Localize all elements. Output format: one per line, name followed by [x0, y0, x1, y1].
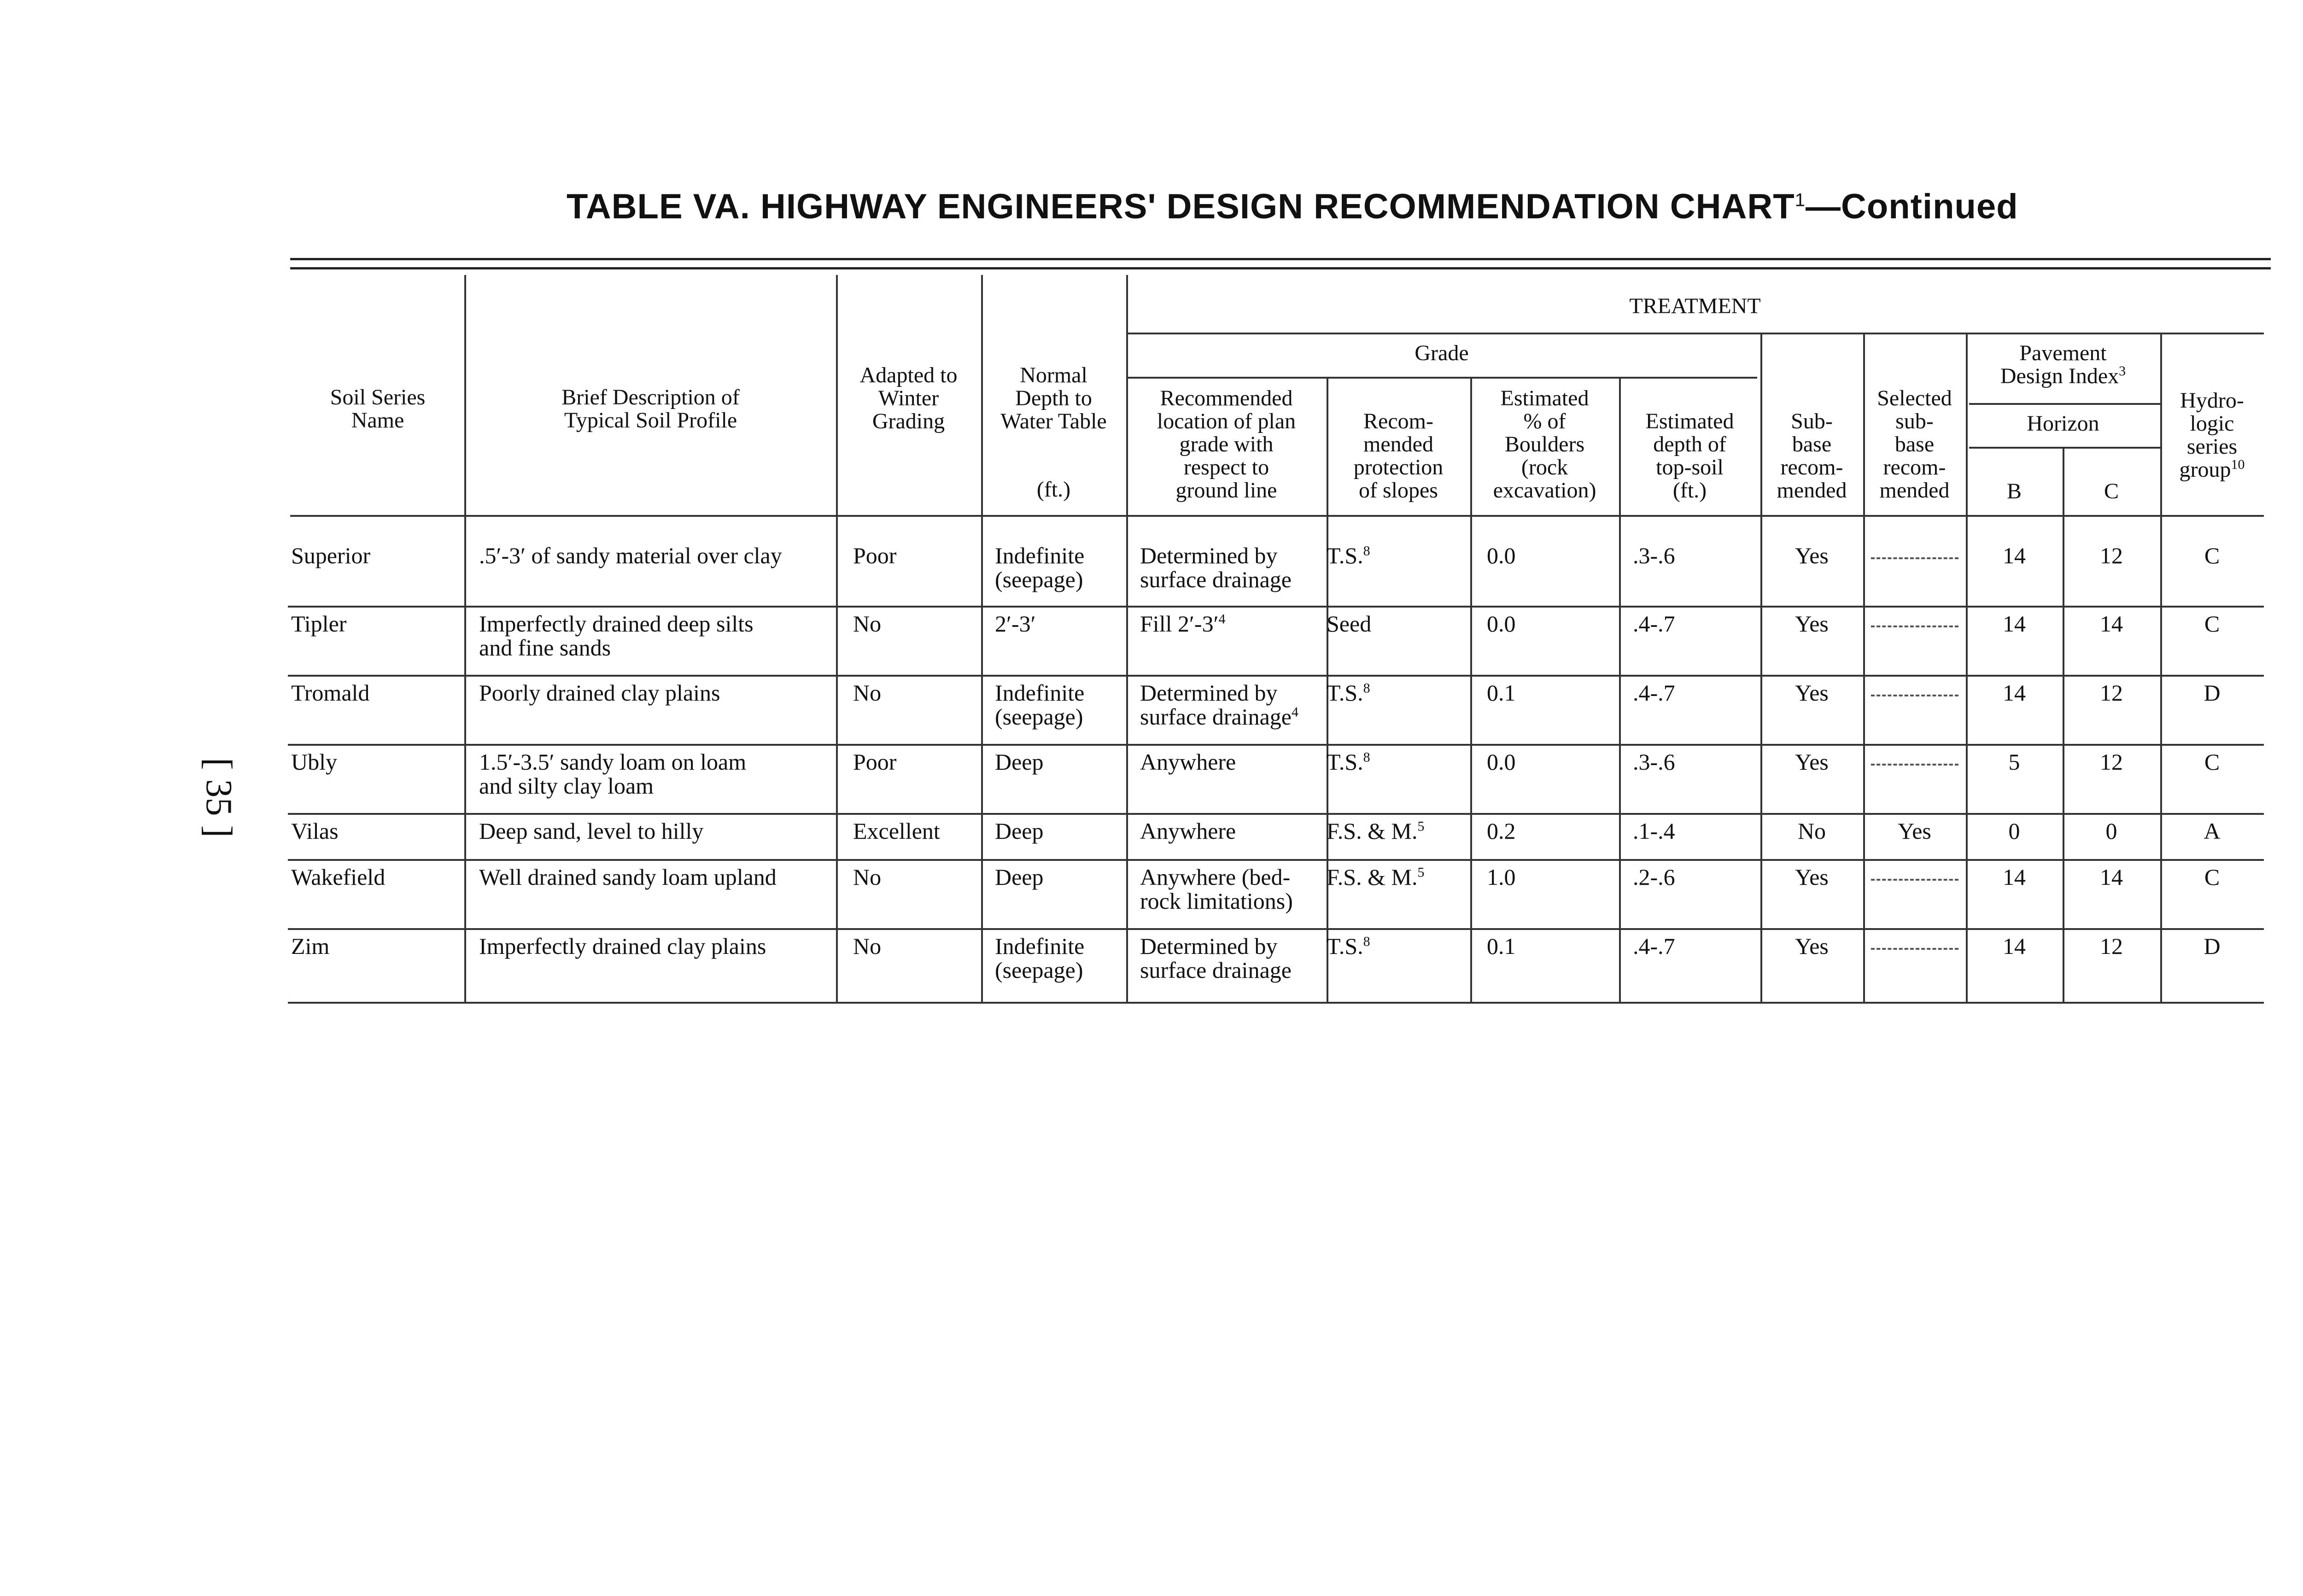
cell-text: .4-.7: [1633, 611, 1675, 637]
cell-c: [2063, 819, 2160, 843]
cell-c: [2063, 681, 2160, 705]
footnote-mark: 8: [1363, 749, 1370, 765]
pavement-rule: [1969, 403, 2160, 405]
cell-text: Anywhere: [1140, 818, 1236, 844]
cell-text: .3-.6: [1633, 543, 1675, 568]
row-separator: [288, 606, 2264, 608]
header-water-table-unit: (ft.): [1036, 477, 1071, 502]
cell-text: Yes: [1795, 611, 1829, 637]
cell-text: A: [2204, 818, 2221, 844]
cell-selected: [1863, 681, 1966, 705]
cell-text: 14: [2003, 680, 2026, 706]
cell-selected: [1863, 865, 1966, 889]
col-divider-4: [1126, 275, 1128, 1004]
empty-dash: [1871, 626, 1958, 627]
cell-text: 14: [2100, 864, 2123, 890]
cell-text: 0.2: [1487, 818, 1516, 844]
row-separator: [288, 675, 2264, 677]
cell-text: Yes: [1795, 749, 1829, 775]
cell-text: No: [853, 933, 882, 959]
cell-text: C: [2204, 543, 2220, 568]
cell-text: C: [2204, 864, 2220, 890]
cell-name: [291, 750, 462, 774]
header-horizon: Horizon: [2027, 411, 2099, 436]
cell-c: [2063, 544, 2160, 567]
cell-water: [995, 865, 1124, 889]
col-divider-1: [464, 275, 466, 1004]
cell-name: [291, 612, 462, 636]
cell-location: [1140, 544, 1324, 591]
header-selected-subbase: Selected sub- base recom- mended: [1877, 386, 1952, 503]
cell-text: 0: [2105, 818, 2117, 844]
cell-text: Determined by surface drainage: [1140, 680, 1292, 730]
cell-text: No: [853, 680, 882, 706]
row-separator: [288, 928, 2264, 930]
cell-text: Vilas: [291, 818, 339, 844]
cell-text: 14: [2100, 611, 2123, 637]
cell-text: 12: [2100, 543, 2123, 568]
cell-water: [995, 681, 1124, 729]
cell-text: Tromald: [291, 680, 370, 706]
empty-dash: [1871, 695, 1958, 696]
cell-text: Determined by surface drainage: [1140, 543, 1292, 592]
cell-text: 12: [2100, 933, 2123, 959]
cell-topsoil: [1633, 750, 1757, 774]
cell-desc: [479, 544, 834, 567]
cell-c: [2063, 934, 2160, 958]
cell-hydro: [2160, 819, 2264, 843]
cell-b: [1966, 865, 2063, 889]
col-divider-11: [2063, 447, 2064, 1004]
header-soil-series: Soil Series Name: [330, 385, 426, 433]
cell-text: 0: [2008, 818, 2020, 844]
cell-text: Anywhere: [1140, 749, 1236, 775]
cell-topsoil: [1633, 934, 1757, 958]
cell-text: 1.5′-3.5′ sandy loam on loam and silty clay loam: [479, 749, 747, 799]
cell-b: [1966, 819, 2063, 843]
cell-desc: [479, 819, 834, 843]
cell-selected: [1863, 612, 1966, 636]
cell-text: 14: [2003, 611, 2026, 637]
cell-boulders: [1487, 750, 1616, 774]
cell-text: Indefinite (seepage): [995, 933, 1085, 983]
cell-text: 0.0: [1487, 543, 1516, 568]
cell-topsoil: [1633, 819, 1757, 843]
cell-location: [1140, 934, 1324, 982]
cell-water: [995, 544, 1124, 591]
cell-text: T.S.: [1327, 543, 1363, 568]
cell-topsoil: [1633, 612, 1757, 636]
cell-location: [1140, 681, 1324, 729]
cell-text: Deep sand, level to hilly: [479, 818, 704, 844]
cell-text: 12: [2100, 680, 2123, 706]
cell-text: No: [1797, 818, 1826, 844]
cell-location: [1140, 750, 1324, 774]
cell-text: C: [2204, 749, 2220, 775]
cell-text: 5: [2008, 749, 2020, 775]
cell-desc: [479, 934, 834, 958]
cell-subbase: [1760, 934, 1863, 958]
empty-dash: [1871, 764, 1958, 766]
cell-text: D: [2204, 933, 2221, 959]
cell-text: .3-.6: [1633, 749, 1675, 775]
hydro-footnote: 10: [2231, 457, 2245, 472]
cell-text: .4-.7: [1633, 680, 1675, 706]
top-rule-2: [290, 267, 2271, 269]
cell-text: Wakefield: [291, 864, 386, 890]
cell-text: Anywhere (bed- rock limitations): [1140, 864, 1293, 914]
cell-text: Yes: [1795, 543, 1829, 568]
cell-protection: [1327, 544, 1474, 567]
cell-text: D: [2204, 680, 2221, 706]
cell-c: [2063, 612, 2160, 636]
cell-location: [1140, 865, 1324, 913]
cell-text: Poor: [853, 543, 897, 568]
cell-protection: [1327, 681, 1474, 705]
footnote-mark: 8: [1363, 680, 1370, 696]
cell-topsoil: [1633, 865, 1757, 889]
cell-text: Indefinite (seepage): [995, 543, 1085, 592]
header-horizon-c: C: [2104, 479, 2119, 503]
cell-location: [1140, 819, 1324, 843]
cell-text: Yes: [1795, 680, 1829, 706]
cell-text: T.S.: [1327, 680, 1363, 706]
cell-text: Superior: [291, 543, 371, 568]
cell-text: .1-.4: [1633, 818, 1675, 844]
header-plan-grade-location: Recommended location of plan grade with respect to ground line: [1157, 386, 1296, 503]
header-horizon-b: B: [2006, 479, 2022, 503]
top-rule: [290, 258, 2271, 260]
cell-text: F.S. & M.: [1327, 818, 1418, 844]
header-slope-protection: Recom- mended protection of slopes: [1353, 409, 1444, 503]
cell-water: [995, 934, 1124, 982]
cell-subbase: [1760, 544, 1863, 567]
cell-protection: [1327, 819, 1474, 843]
cell-text: Yes: [1795, 933, 1829, 959]
cell-name: [291, 681, 462, 705]
cell-winter: [853, 544, 977, 567]
row-separator: [288, 813, 2264, 815]
cell-text: Deep: [995, 864, 1044, 890]
empty-dash: [1871, 879, 1958, 881]
cell-protection: [1327, 612, 1474, 636]
cell-water: [995, 612, 1124, 636]
cell-name: [291, 819, 462, 843]
header-topsoil-depth: Estimated depth of top-soil (ft.): [1645, 409, 1734, 503]
cell-selected: [1863, 819, 1966, 843]
cell-text: 2′-3′: [995, 611, 1036, 637]
cell-name: [291, 544, 462, 567]
cell-name: [291, 865, 462, 889]
cell-text: Ubly: [291, 749, 337, 775]
title-footnote: 1: [1794, 190, 1806, 210]
cell-topsoil: [1633, 681, 1757, 705]
cell-text: Imperfectly drained deep silts and fine sands: [479, 611, 754, 661]
footnote-mark: 8: [1363, 543, 1370, 559]
page-number: [ 35 ]: [199, 758, 239, 838]
horizon-rule: [1969, 447, 2160, 449]
cell-subbase: [1760, 681, 1863, 705]
footnote-mark: 4: [1291, 704, 1298, 720]
cell-desc: [479, 681, 834, 705]
cell-text: .5′-3′ of sandy material over clay: [479, 543, 782, 568]
cell-protection: [1327, 750, 1474, 774]
cell-text: Yes: [1898, 818, 1931, 844]
cell-hydro: [2160, 750, 2264, 774]
cell-text: .4-.7: [1633, 933, 1675, 959]
cell-text: 1.0: [1487, 864, 1516, 890]
cell-text: Excellent: [853, 818, 940, 844]
cell-text: 0.1: [1487, 680, 1516, 706]
cell-protection: [1327, 865, 1474, 889]
cell-text: Seed: [1327, 611, 1372, 637]
cell-winter: [853, 819, 977, 843]
cell-protection: [1327, 934, 1474, 958]
header-grade: Grade: [1415, 341, 1469, 365]
cell-text: Tipler: [291, 611, 347, 637]
cell-water: [995, 750, 1124, 774]
cell-text: Determined by surface drainage: [1140, 933, 1292, 983]
cell-text: Poorly drained clay plains: [479, 680, 720, 706]
footnote-mark: 5: [1417, 818, 1425, 834]
cell-hydro: [2160, 544, 2264, 567]
footnote-mark: 4: [1218, 611, 1226, 627]
cell-subbase: [1760, 865, 1863, 889]
cell-desc: [479, 750, 834, 798]
pavement-footnote: 3: [2119, 363, 2126, 379]
cell-text: Poor: [853, 749, 897, 775]
cell-selected: [1863, 934, 1966, 958]
cell-boulders: [1487, 934, 1616, 958]
cell-winter: [853, 612, 977, 636]
cell-boulders: [1487, 544, 1616, 567]
cell-subbase: [1760, 819, 1863, 843]
cell-name: [291, 934, 462, 958]
cell-selected: [1863, 544, 1966, 567]
header-bottom-rule: [290, 515, 2264, 517]
cell-c: [2063, 865, 2160, 889]
cell-text: Fill 2′-3′: [1140, 611, 1219, 637]
cell-hydro: [2160, 612, 2264, 636]
cell-text: Well drained sandy loam upland: [479, 864, 777, 890]
cell-desc: [479, 865, 834, 889]
header-winter-grading: Adapted to Winter Grading: [859, 363, 958, 433]
cell-winter: [853, 934, 977, 958]
cell-text: 14: [2003, 543, 2026, 568]
header-description: Brief Description of Typical Soil Profile: [561, 385, 740, 433]
cell-topsoil: [1633, 544, 1757, 567]
cell-text: T.S.: [1327, 933, 1363, 959]
cell-hydro: [2160, 681, 2264, 705]
cell-subbase: [1760, 612, 1863, 636]
cell-text: 0.0: [1487, 611, 1516, 637]
cell-text: No: [853, 611, 882, 637]
cell-text: 14: [2003, 933, 2026, 959]
cell-boulders: [1487, 819, 1616, 843]
footnote-mark: 8: [1363, 934, 1370, 949]
cell-text: 12: [2100, 749, 2123, 775]
cell-text: 0.1: [1487, 933, 1516, 959]
table-title: TABLE VA. HIGHWAY ENGINEERS' DESIGN RECOMMENDATION CHART$^1$—Continued: [567, 187, 2018, 226]
header-boulders: Estimated % of Boulders (rock excavation): [1493, 386, 1596, 503]
cell-text: Indefinite (seepage): [995, 680, 1085, 730]
cell-c: [2063, 750, 2160, 774]
header-pavement-design-index: Pavement Design Index$^3$: [2000, 341, 2126, 388]
cell-boulders: [1487, 865, 1616, 889]
cell-winter: [853, 750, 977, 774]
cell-b: [1966, 681, 2063, 705]
cell-text: Zim: [291, 933, 330, 959]
treatment-rule: [1126, 333, 2264, 334]
table-bottom-rule: [288, 1002, 2264, 1004]
header-water-table: Normal Depth to Water Table: [1000, 363, 1107, 433]
cell-water: [995, 819, 1124, 843]
cell-text: .2-.6: [1633, 864, 1675, 890]
cell-winter: [853, 865, 977, 889]
cell-text: Deep: [995, 818, 1044, 844]
cell-b: [1966, 934, 2063, 958]
header-treatment: TREATMENT: [1629, 294, 1761, 318]
empty-dash: [1871, 948, 1958, 950]
cell-location: [1140, 612, 1324, 636]
footnote-mark: 5: [1417, 865, 1425, 880]
cell-text: Yes: [1795, 864, 1829, 890]
cell-text: Imperfectly drained clay plains: [479, 933, 766, 959]
cell-hydro: [2160, 865, 2264, 889]
cell-text: 14: [2003, 864, 2026, 890]
header-subbase: Sub- base recom- mended: [1777, 409, 1847, 503]
cell-winter: [853, 681, 977, 705]
grade-rule: [1126, 377, 1757, 379]
empty-dash: [1871, 557, 1958, 559]
row-separator: [288, 744, 2264, 746]
cell-hydro: [2160, 934, 2264, 958]
cell-desc: [479, 612, 834, 660]
cell-boulders: [1487, 681, 1616, 705]
cell-b: [1966, 750, 2063, 774]
row-separator: [288, 859, 2264, 861]
cell-text: C: [2204, 611, 2220, 637]
cell-selected: [1863, 750, 1966, 774]
cell-text: F.S. & M.: [1327, 864, 1418, 890]
cell-b: [1966, 544, 2063, 567]
cell-text: Deep: [995, 749, 1044, 775]
cell-boulders: [1487, 612, 1616, 636]
cell-text: T.S.: [1327, 749, 1363, 775]
cell-b: [1966, 612, 2063, 636]
cell-text: 0.0: [1487, 749, 1516, 775]
cell-subbase: [1760, 750, 1863, 774]
cell-text: No: [853, 864, 882, 890]
header-hydrologic-group: Hydro- logic series group$^{10}$: [2179, 388, 2245, 482]
